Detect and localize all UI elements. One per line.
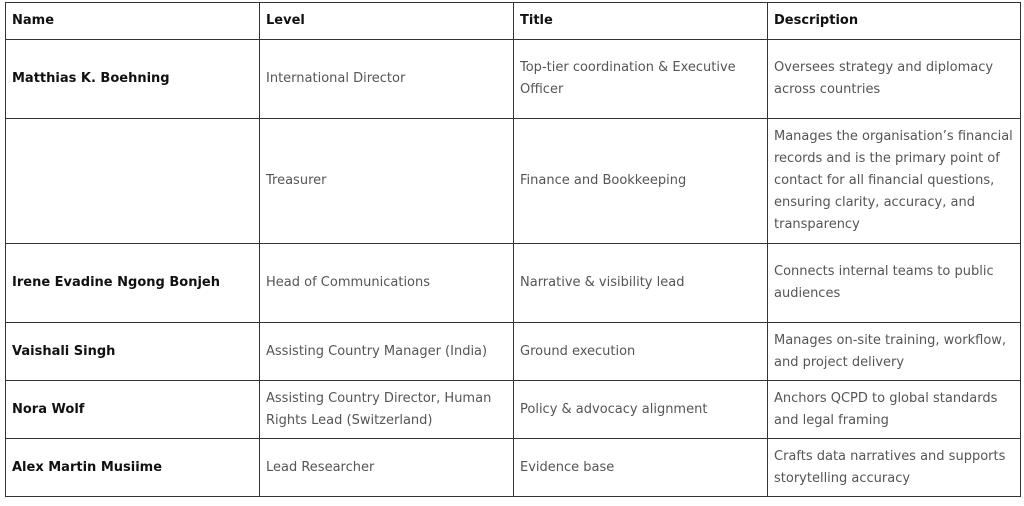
cell-level: Lead Researcher <box>260 439 514 497</box>
cell-description: Connects internal teams to public audiences <box>768 244 1021 323</box>
table-header-row <box>6 3 1021 40</box>
team-table-container <box>5 2 1020 497</box>
cell-title: Narrative & visibility lead <box>514 244 768 323</box>
cell-name: Matthias K. Boehning <box>6 40 260 119</box>
cell-name: Irene Evadine Ngong Bonjeh <box>6 244 260 323</box>
team-table <box>5 2 1021 497</box>
cell-description: Manages on-site training, workflow, and project delivery <box>768 323 1021 381</box>
table-row <box>6 119 1021 244</box>
table-row <box>6 323 1021 381</box>
cell-title: Evidence base <box>514 439 768 497</box>
table-row <box>6 381 1021 439</box>
cell-name <box>6 119 260 244</box>
cell-description: Anchors QCPD to global standards and legal framing <box>768 381 1021 439</box>
table-row <box>6 40 1021 119</box>
column-header-name: Name <box>6 3 260 40</box>
cell-level: Treasurer <box>260 119 514 244</box>
cell-level: International Director <box>260 40 514 119</box>
cell-name: Alex Martin Musiime <box>6 439 260 497</box>
cell-description: Manages the organisation’s financial records and is the primary point of contact for all financial questions, ensuring clarity, accuracy, and transparency <box>768 119 1021 244</box>
table-row <box>6 439 1021 497</box>
table-row <box>6 244 1021 323</box>
cell-level: Head of Communications <box>260 244 514 323</box>
column-header-description: Description <box>768 3 1021 40</box>
cell-name: Nora Wolf <box>6 381 260 439</box>
cell-name: Vaishali Singh <box>6 323 260 381</box>
cell-title: Top-tier coordination & Executive Officer <box>514 40 768 119</box>
cell-level: Assisting Country Manager (India) <box>260 323 514 381</box>
cell-description: Oversees strategy and diplomacy across countries <box>768 40 1021 119</box>
column-header-level: Level <box>260 3 514 40</box>
column-header-title: Title <box>514 3 768 40</box>
cell-title: Policy & advocacy alignment <box>514 381 768 439</box>
cell-title: Ground execution <box>514 323 768 381</box>
cell-level: Assisting Country Director, Human Rights Lead (Switzerland) <box>260 381 514 439</box>
cell-description: Crafts data narratives and supports storytelling accuracy <box>768 439 1021 497</box>
cell-title: Finance and Bookkeeping <box>514 119 768 244</box>
